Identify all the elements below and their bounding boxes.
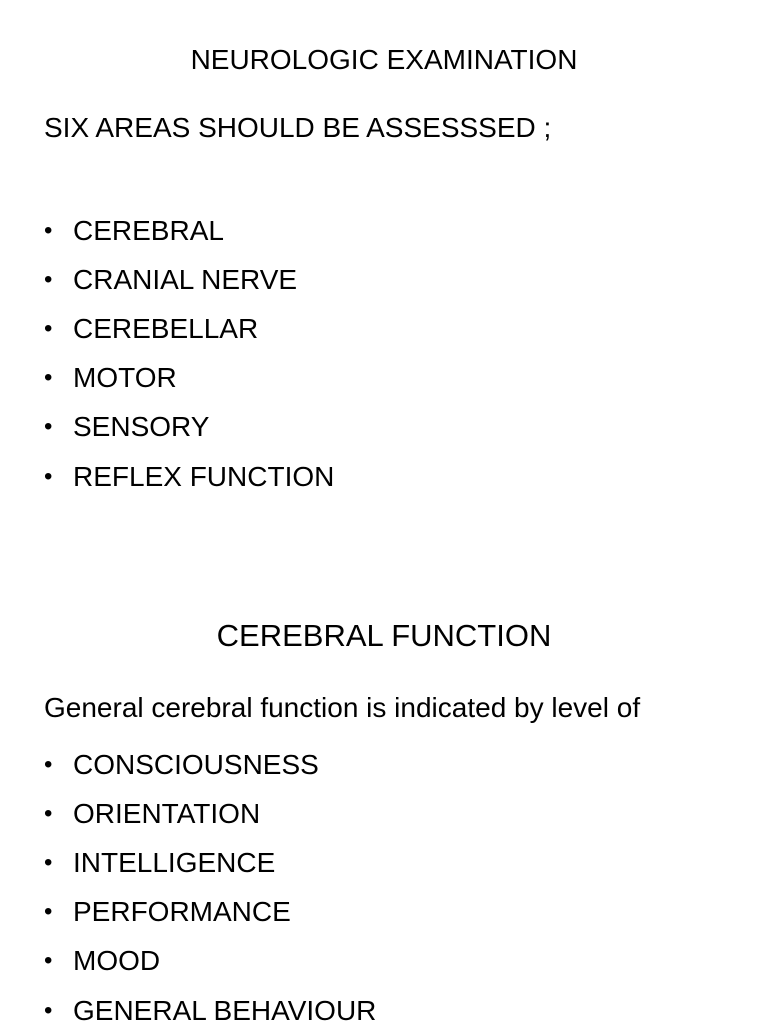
bullet-icon: • — [44, 216, 53, 244]
list-item-label: MOTOR — [73, 362, 177, 394]
bullet-icon: • — [44, 413, 53, 441]
bullet-icon: • — [44, 750, 53, 778]
list-item-label: SENSORY — [73, 411, 210, 443]
slide-cerebral-function — [0, 512, 768, 1024]
list-item-label: INTELLIGENCE — [73, 846, 276, 878]
bullet-icon: • — [44, 462, 53, 490]
bullet-icon: • — [44, 314, 53, 342]
list-item-label: CEREBELLAR — [73, 312, 259, 344]
list-item — [44, 888, 376, 937]
bullet-icon: • — [44, 898, 53, 926]
bullet-icon: • — [44, 947, 53, 975]
list-item — [44, 354, 334, 403]
list-item-label: ORIENTATION — [73, 797, 261, 829]
list-item-label: CRANIAL NERVE — [73, 263, 298, 295]
list-item-label: REFLEX FUNCTION — [73, 460, 335, 492]
list-item — [44, 986, 376, 1035]
list-item-label: GENERAL BEHAVIOUR — [73, 994, 377, 1026]
bullet-icon: • — [44, 996, 53, 1024]
list-item-label: MOOD — [73, 945, 161, 977]
list-item — [44, 789, 376, 838]
bullet-icon: • — [44, 848, 53, 876]
list-item — [44, 255, 334, 304]
slide-title: CEREBRAL FUNCTION — [216, 618, 552, 653]
list-item — [44, 838, 376, 887]
list-item-label: PERFORMANCE — [73, 896, 291, 928]
intro-text: SIX AREAS SHOULD BE ASSESSSED ; — [44, 112, 552, 143]
list-item — [44, 304, 334, 353]
slide-title: NEUROLOGIC EXAMINATION — [190, 44, 578, 75]
bullet-icon: • — [44, 799, 53, 827]
function-levels-list — [44, 740, 376, 1035]
slide-neurologic-examination — [0, 0, 768, 512]
areas-list — [44, 206, 334, 501]
list-item — [44, 206, 334, 255]
list-item-label: CEREBRAL — [73, 214, 224, 246]
list-item — [44, 452, 334, 501]
list-item — [44, 937, 376, 986]
list-item — [44, 403, 334, 452]
intro-text: General cerebral function is indicated by level of — [44, 692, 641, 723]
bullet-icon: • — [44, 265, 53, 293]
list-item-label: CONSCIOUSNESS — [73, 748, 319, 780]
bullet-icon: • — [44, 364, 53, 392]
list-item — [44, 740, 376, 789]
